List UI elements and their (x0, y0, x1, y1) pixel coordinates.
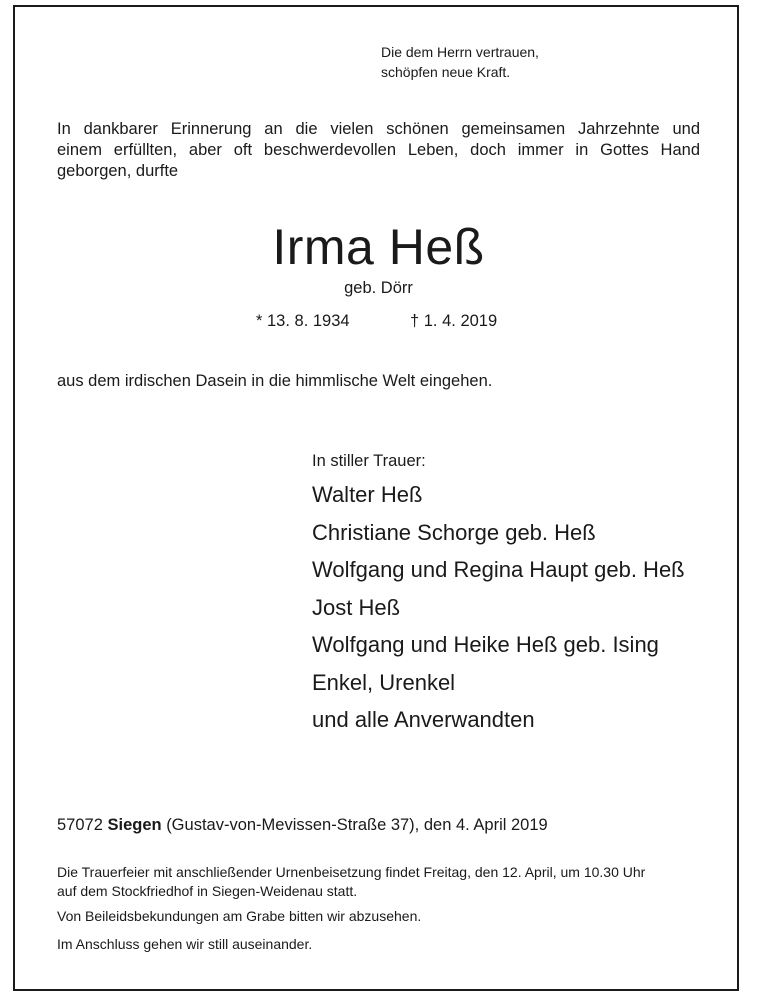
mourning-label: In stiller Trauer: (312, 452, 426, 470)
birth-date: * 13. 8. 1934 (256, 312, 350, 330)
mourner-name: Christiane Schorge geb. Heß (312, 519, 596, 545)
address-date: (Gustav-von-Mevissen-Straße 37), den 4. April 2019 (166, 816, 548, 834)
verse-line: Die dem Herrn vertrauen, (381, 44, 539, 60)
city: Siegen (107, 816, 162, 834)
mourner-name: und alle Anverwandten (312, 707, 535, 732)
mourner-name: Wolfgang und Regina Haupt geb. Heß (312, 557, 685, 582)
intro-paragraph (57, 119, 700, 182)
bible-verse (381, 42, 539, 82)
postcode: 57072 (57, 816, 103, 834)
ceremony-notice (57, 863, 707, 901)
mourners-list (312, 476, 685, 739)
mourner-name: Jost Heß (312, 594, 401, 620)
death-date: † 1. 4. 2019 (410, 312, 498, 330)
intro-line: einem erfüllten, aber oft beschwerdevollen Leben, doch immer in Gottes Hand (57, 141, 700, 159)
place-date-line (57, 814, 548, 836)
passing-text: aus dem irdischen Dasein in die himmlische Welt eingehen. (57, 372, 493, 390)
intro-line: In dankbarer Erinnerung an die vielen schönen gemeinsamen Jahrzehnte und (57, 120, 700, 138)
intro-line: geborgen, durfte (57, 162, 179, 180)
mourner-name: Enkel, Urenkel (312, 669, 456, 695)
ceremony-line: Die Trauerfeier mit anschließender Urnenbeisetzung findet Freitag, den 12. April, um 10.30 Uhr (57, 864, 646, 880)
birth-name: geb. Dörr (344, 279, 413, 297)
closing-notice: Im Anschluss gehen wir still auseinander. (57, 936, 313, 952)
ceremony-line: auf dem Stockfriedhof in Siegen-Weidenau statt. (57, 883, 358, 899)
mourner-name: Wolfgang und Heike Heß geb. Ising (312, 632, 659, 657)
condolence-notice: Von Beileidsbekundungen am Grabe bitten wir abzusehen. (57, 908, 422, 924)
verse-line: schöpfen neue Kraft. (381, 64, 511, 80)
deceased-name: Irma Heß (272, 219, 485, 275)
mourner-name: Walter Heß (312, 482, 423, 507)
